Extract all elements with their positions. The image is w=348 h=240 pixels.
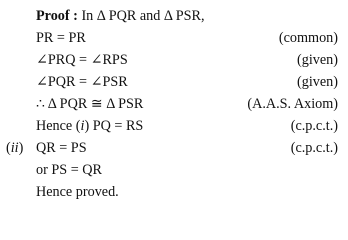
proof-conclusion: Hence proved.: [36, 184, 119, 200]
proof-reason: (c.p.c.t.): [290, 140, 338, 156]
proof-line: [0, 72, 348, 92]
roman-numeral: i: [80, 118, 85, 134]
or-line: [0, 160, 348, 180]
hence-text-before: Hence (: [36, 118, 81, 134]
proof-reason: (given): [297, 74, 338, 90]
proof-line: [0, 28, 348, 48]
proof-line: [0, 50, 348, 70]
conclusion-line: [0, 182, 348, 202]
proof-reason: (c.p.c.t.): [290, 118, 338, 134]
proof-statement: or PS = QR: [36, 162, 102, 178]
proof-statement: PR = PR: [36, 30, 86, 46]
proof-line: [0, 94, 348, 114]
proof-statement: QR = PS: [36, 140, 87, 156]
proof-statement: ∠PRQ = ∠RPS: [36, 52, 128, 68]
proof-reason: (given): [297, 52, 338, 68]
hence-line: [0, 116, 348, 136]
part-ii-line: [0, 138, 348, 158]
proof-heading: [0, 6, 348, 26]
proof-statement: ∠PQR = ∠PSR: [36, 74, 128, 90]
part-ii-prefix: (ii): [6, 140, 24, 156]
hence-text-after: ) PQ = RS: [84, 118, 144, 134]
proof-reason: (common): [278, 30, 338, 46]
proof-heading-text: In Δ PQR and Δ PSR,: [77, 8, 205, 24]
proof-reason: (A.A.S. Axiom): [247, 96, 338, 112]
proof-statement: ∴ Δ PQR ≅ Δ PSR: [36, 96, 144, 112]
roman-numeral: ii: [10, 140, 19, 156]
proof-label: Proof :: [36, 8, 78, 24]
